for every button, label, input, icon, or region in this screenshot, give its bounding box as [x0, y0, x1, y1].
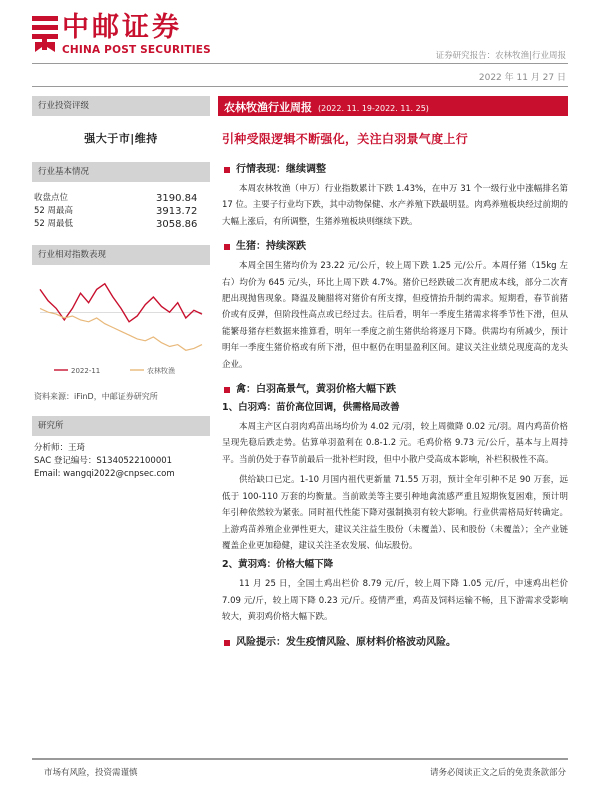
section-heading — [218, 240, 568, 254]
chart-series-line-1 — [40, 308, 202, 350]
footer-disclaimer: 请务必阅读正文之后的免责条款部分 — [429, 768, 566, 778]
section-heading-text: 生猪：持续深跌 — [236, 241, 306, 253]
square-bullet-icon — [224, 640, 230, 646]
analyst-sac-number: SAC 登记编号：S1340522100001 — [34, 456, 173, 466]
header-rule — [32, 63, 568, 64]
chart-series-line-0 — [40, 284, 202, 322]
metric-value: 3913.72 — [156, 206, 198, 217]
brand-name-en: CHINA POST SECURITIES — [62, 44, 211, 56]
basics-heading: 行业基本情况 — [32, 162, 210, 182]
footer-rule — [32, 758, 568, 760]
section-heading — [218, 163, 568, 177]
square-bullet-icon — [224, 244, 230, 250]
paragraph: 供给缺口已定。1-10 月国内祖代更新量 71.55 万羽，预计全年引种不足 90 万套，远低于 100-110 万套的均衡量。当前欧美等主要引种地禽流感严重且短期恢复困难，预计明年引种依然较为紧张。同时祖代性能下降对强制换羽有较大影响。行业供需格局好转确定。上游鸡苗养殖企业弹性更大，建议关注益生股份（未覆盖）、民和股份（未覆盖）；全产业链覆盖企业更加稳健，建议关注圣农发展、仙坛股份。 — [222, 475, 568, 551]
metric-label: 52 周最高 — [34, 206, 74, 216]
rating-heading: 行业投资评级 — [32, 96, 210, 116]
relative-index-chart — [32, 265, 210, 385]
metric-row — [32, 192, 210, 205]
metric-label: 收盘点位 — [34, 193, 69, 203]
chart-legend-label: 农林牧渔 — [147, 367, 175, 375]
weekly-banner — [218, 96, 568, 116]
chart-heading: 行业相对指数表现 — [32, 245, 210, 265]
section-heading — [218, 383, 568, 397]
weekly-dates: (2022. 11. 19-2022. 11. 25) — [318, 104, 429, 113]
paragraph: 本周农林牧渔（申万）行业指数累计下跌 1.43%，在申万 31 个一级行业中涨幅排名第 17 位。主要子行业均下跌，其中动物保健、水产养殖下跌最明显。肉鸡养殖板块经过前期的大幅上涨后，有所调整，生猪养殖板块则继续下跌。 — [222, 184, 568, 227]
report-title: 引种受限逻辑不断强化，关注白羽景气度上行 — [222, 132, 469, 146]
analyst-name: 分析师：王琦 — [34, 443, 86, 453]
section-heading — [218, 636, 568, 650]
main-content — [218, 96, 568, 650]
square-bullet-icon — [224, 167, 230, 173]
section-heading-text: 禽：白羽高景气，黄羽价格大幅下跌 — [236, 384, 396, 396]
chart-legend-label: 2022-11 — [71, 367, 101, 375]
paragraph: 本周全国生猪均价为 23.22 元/公斤，较上周下跌 1.25 元/公斤。本周仔猪（15kg 左右）均价为 645 元/头，环比上周下跌 4.7%。猪价已经跌破二次育肥成本线，部分二次育肥出现抛售现象。降温及腌腊将对猪价有所支撑，但疫情抬升制约需求。短期看，春节前猪价或有反弹，但阶段性高点或已经过去。往后看，明年一季度生猪需求将季节性下滑，但从能繁母猪存栏数据来推算看，明年一季度之前生猪供给将逐月下降。供需均有所减少，预计明年一季度生猪价格或有所下滑，但中枢仍在明显盈利区间。建议关注业绩兑现度高的龙头企业。 — [222, 261, 568, 370]
breadcrumb: 证券研究报告：农林牧渔|行业周报 — [435, 51, 566, 61]
report-date: 2022 年 11 月 27 日 — [478, 73, 566, 83]
metric-value: 3190.84 — [156, 193, 198, 204]
square-bullet-icon — [224, 387, 230, 393]
metric-label: 52 周最低 — [34, 219, 74, 229]
sub-heading: 2、黄羽鸡：价格大幅下降 — [222, 559, 334, 571]
relative-index-chart-svg — [32, 265, 210, 385]
analyst-heading: 研究所 — [32, 416, 210, 436]
date-rule — [32, 86, 568, 87]
chart-source: 资料来源：iFinD，中邮证券研究所 — [34, 392, 158, 401]
analyst-email[interactable]: Email: wangqi2022@cnpsec.com — [34, 469, 175, 479]
china-post-logo-icon — [32, 14, 58, 52]
section-heading-text: 行情表现：继续调整 — [236, 164, 326, 175]
weekly-title: 农林牧渔行业周报 — [224, 101, 312, 114]
sidebar — [32, 96, 210, 481]
metric-value: 3058.86 — [156, 219, 198, 230]
brand-name-cn: 中邮证券 — [62, 12, 182, 43]
footer-risk-note: 市场有风险，投资需谨慎 — [44, 768, 138, 778]
paragraph: 11 月 25 日，全国土鸡出栏价 8.79 元/斤，较上周下降 1.05 元/斤，中速鸡出栏价 7.09 元/斤，较上周下降 0.23 元/斤。疫情严重，鸡苗及饲料运输不畅，且下游需求受影响较大，黄羽鸡价格大幅下跌。 — [222, 579, 568, 623]
industry-rating: 强大于市|维持 — [84, 132, 158, 145]
metric-row — [32, 205, 210, 218]
sub-heading: 1、白羽鸡：苗价高位回调，供需格局改善 — [222, 402, 400, 414]
metric-row — [32, 218, 210, 231]
paragraph: 本周主产区白羽肉鸡苗出场均价为 4.02 元/羽，较上周微降 0.02 元/羽。周内鸡苗价格呈现先稳后跌走势。估算单羽盈利在 0.8-1.2 元。毛鸡价格 9.73 元/公斤，基本与上周持平。当前仍处于春节前最后一批补栏时段，但中小散户受高成本影响，补栏积极性不高。 — [222, 422, 568, 465]
risk-warning-text: 风险提示：发生疫情风险、原材料价格波动风险。 — [236, 636, 456, 648]
